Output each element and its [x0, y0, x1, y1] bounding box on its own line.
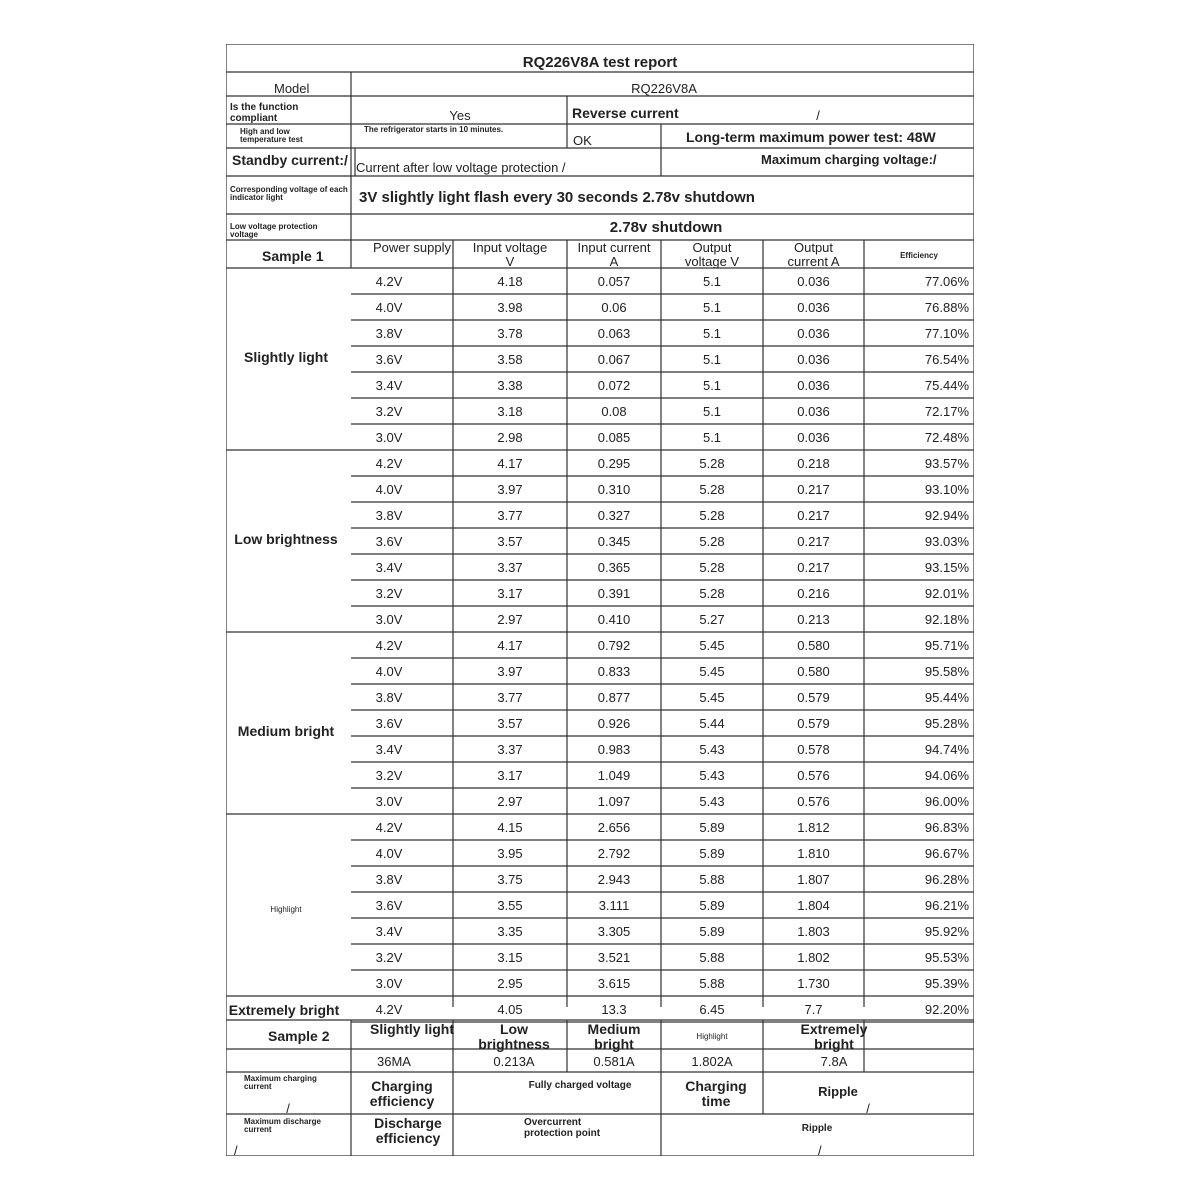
header-3: Output voltage V [684, 240, 740, 269]
cell-2-6-2: 1.097 [597, 794, 631, 809]
cell-2-5-1: 3.17 [497, 768, 523, 783]
cell-0-5-5: 72.17% [924, 404, 969, 419]
cell-3-3-1: 3.55 [497, 898, 523, 913]
cell-3-0-0: 4.2V [375, 820, 403, 835]
cell-3-5-0: 3.2V [375, 950, 403, 965]
cell-3-2-3: 5.88 [699, 872, 725, 887]
cell-1-4-5: 93.15% [924, 560, 969, 575]
cell-2-1-2: 0.833 [597, 664, 631, 679]
cell-0-2-2: 0.063 [597, 326, 631, 341]
charging-time-label: Charging time [685, 1078, 747, 1109]
cell-3-6-2: 3.615 [597, 976, 631, 991]
cell-1-5-1: 3.17 [497, 586, 523, 601]
cell-0-0-1: 4.18 [497, 274, 523, 289]
header-5: Efficiency [900, 251, 938, 260]
cell-4-0-4: 7.7 [804, 1002, 823, 1017]
max-charging-voltage: Maximum charging voltage:/ [761, 152, 937, 167]
cell-0-3-3: 5.1 [702, 352, 722, 367]
cell-1-6-2: 0.410 [597, 612, 631, 627]
cell-3-4-3: 5.89 [699, 924, 725, 939]
cell-4-0-0: 4.2V [375, 1002, 403, 1017]
cell-2-4-5: 94.74% [924, 742, 969, 757]
cell-3-3-4: 1.804 [797, 898, 830, 913]
cell-2-2-4: 0.579 [797, 690, 830, 705]
max-charging-current-label: Maximum charging current [244, 1074, 317, 1092]
long-term-power-test: Long-term maximum power test: 48W [686, 129, 936, 145]
cell-0-5-3: 5.1 [702, 404, 722, 419]
cell-0-2-5: 77.10% [924, 326, 969, 341]
cell-3-1-2: 2.792 [597, 846, 631, 861]
cell-2-6-5: 96.00% [924, 794, 969, 809]
cell-1-3-5: 93.03% [924, 534, 969, 549]
header-0: Power supply [372, 240, 452, 255]
cell-0-0-3: 5.1 [702, 274, 722, 289]
cell-3-6-0: 3.0V [375, 976, 403, 991]
sample2-header-3: Highlight [696, 1032, 728, 1041]
model-value: RQ226V8A [631, 81, 697, 96]
cell-2-0-3: 5.45 [699, 638, 725, 653]
cell-0-4-2: 0.072 [597, 378, 631, 393]
cell-1-6-1: 2.97 [497, 612, 523, 627]
cell-3-6-1: 2.95 [497, 976, 523, 991]
low-voltage-value: 2.78v shutdown [609, 219, 723, 236]
cell-0-6-5: 72.48% [924, 430, 969, 445]
cell-2-0-0: 4.2V [375, 638, 403, 653]
cell-1-6-3: 5.27 [699, 612, 725, 627]
cell-2-0-5: 95.71% [924, 638, 969, 653]
temperature-label: High and low temperature test [240, 127, 303, 145]
compliance-value: Yes [449, 108, 471, 123]
cell-1-1-0: 4.0V [375, 482, 403, 497]
cell-0-6-1: 2.98 [497, 430, 523, 445]
cell-0-0-5: 77.06% [924, 274, 969, 289]
compliance-label: Is the function compliant [230, 102, 299, 124]
cell-0-1-4: 0.036 [797, 300, 830, 315]
sample1-label: Sample 1 [262, 248, 324, 264]
cell-0-5-4: 0.036 [797, 404, 830, 419]
test-report-sheet [226, 44, 974, 1156]
cell-1-5-3: 5.28 [699, 586, 725, 601]
cell-2-1-5: 95.58% [924, 664, 969, 679]
charging-ripple-value: / [866, 1101, 870, 1116]
sample2-value-1: 0.213A [493, 1054, 535, 1069]
cell-2-2-5: 95.44% [924, 690, 969, 705]
cell-1-4-3: 5.28 [699, 560, 725, 575]
cell-2-1-3: 5.45 [699, 664, 725, 679]
cell-1-3-1: 3.57 [497, 534, 523, 549]
indicator-value: 3V slightly light flash every 30 seconds 2.78v shutdown [359, 189, 755, 206]
cell-1-4-0: 3.4V [375, 560, 403, 575]
cell-4-0-2: 13.3 [601, 1002, 627, 1017]
cell-2-4-0: 3.4V [375, 742, 403, 757]
cell-3-4-0: 3.4V [375, 924, 403, 939]
cell-3-3-0: 3.6V [375, 898, 403, 913]
cell-1-0-3: 5.28 [699, 456, 725, 471]
cell-0-4-3: 5.1 [702, 378, 722, 393]
cell-3-5-3: 5.88 [699, 950, 725, 965]
cell-2-3-2: 0.926 [597, 716, 631, 731]
temperature-result: The refrigerator starts in 10 minutes. [364, 125, 504, 134]
cell-2-5-4: 0.576 [797, 768, 830, 783]
cell-3-2-5: 96.28% [924, 872, 969, 887]
cell-1-0-1: 4.17 [497, 456, 523, 471]
max-discharge-current-label: Maximum discharge current [244, 1117, 321, 1135]
cell-2-1-4: 0.580 [797, 664, 830, 679]
cell-3-1-3: 5.89 [699, 846, 725, 861]
cell-0-6-2: 0.085 [597, 430, 631, 445]
cell-3-3-2: 3.111 [598, 898, 630, 913]
low-voltage-label: Low voltage protection voltage [230, 222, 318, 240]
cell-0-2-1: 3.78 [497, 326, 523, 341]
cell-1-3-4: 0.217 [797, 534, 830, 549]
cell-3-0-5: 96.83% [924, 820, 969, 835]
cell-3-5-2: 3.521 [597, 950, 631, 965]
cell-0-4-0: 3.4V [375, 378, 403, 393]
cell-3-5-4: 1.802 [797, 950, 830, 965]
cell-1-4-4: 0.217 [797, 560, 830, 575]
report-title: RQ226V8A test report [522, 54, 678, 71]
cell-4-0-5: 92.20% [924, 1002, 969, 1017]
cell-2-0-4: 0.580 [797, 638, 830, 653]
max-charging-current-value: / [286, 1101, 290, 1116]
discharge-slash-left: / [234, 1143, 238, 1158]
cell-2-4-1: 3.37 [497, 742, 523, 757]
cell-1-2-1: 3.77 [497, 508, 523, 523]
cell-0-3-4: 0.036 [797, 352, 830, 367]
cell-3-4-2: 3.305 [597, 924, 631, 939]
cell-3-6-5: 95.39% [924, 976, 969, 991]
cell-1-3-2: 0.345 [597, 534, 631, 549]
cell-0-4-5: 75.44% [924, 378, 969, 393]
discharge-slash-right: / [818, 1143, 822, 1158]
cell-1-2-4: 0.217 [797, 508, 830, 523]
sample2-value-4: 7.8A [820, 1054, 848, 1069]
model-label: Model [274, 81, 310, 96]
cell-1-2-3: 5.28 [699, 508, 725, 523]
cell-0-1-5: 76.88% [924, 300, 969, 315]
cell-2-3-3: 5.44 [699, 716, 725, 731]
reverse-current-label: Reverse current [572, 105, 679, 121]
low-voltage-current: Current after low voltage protection / [356, 160, 566, 175]
cell-0-1-0: 4.0V [375, 300, 403, 315]
group-label-2: Medium bright [237, 723, 335, 739]
cell-0-0-0: 4.2V [375, 274, 403, 289]
cell-0-5-1: 3.18 [497, 404, 523, 419]
cell-3-0-1: 4.15 [497, 820, 523, 835]
cell-0-5-2: 0.08 [601, 404, 627, 419]
header-1: Input voltage V [472, 240, 548, 269]
cell-2-5-2: 1.049 [597, 768, 631, 783]
overcurrent-label: Overcurrent protection point [524, 1117, 601, 1139]
sample2-label: Sample 2 [268, 1028, 330, 1044]
cell-2-6-0: 3.0V [375, 794, 403, 809]
cell-2-2-0: 3.8V [375, 690, 403, 705]
cell-0-6-0: 3.0V [375, 430, 403, 445]
cell-1-4-1: 3.37 [497, 560, 523, 575]
cell-2-0-1: 4.17 [497, 638, 523, 653]
fully-charged-voltage-label: Fully charged voltage [528, 1080, 632, 1091]
cell-0-2-4: 0.036 [797, 326, 830, 341]
cell-0-3-0: 3.6V [375, 352, 403, 367]
reverse-current-value: / [816, 108, 820, 123]
cell-2-5-0: 3.2V [375, 768, 403, 783]
cell-1-2-2: 0.327 [597, 508, 631, 523]
cell-3-1-0: 4.0V [375, 846, 403, 861]
cell-2-5-5: 94.06% [924, 768, 969, 783]
sample2-header-0: Slightly light [370, 1021, 454, 1037]
cell-2-3-1: 3.57 [497, 716, 523, 731]
cell-2-1-1: 3.97 [497, 664, 523, 679]
cell-4-0-1: 4.05 [497, 1002, 523, 1017]
cell-0-1-1: 3.98 [497, 300, 523, 315]
cell-3-3-5: 96.21% [924, 898, 969, 913]
cell-1-2-5: 92.94% [924, 508, 969, 523]
cell-1-3-0: 3.6V [375, 534, 403, 549]
discharge-ripple-label: Ripple [801, 1123, 833, 1134]
cell-2-2-3: 5.45 [699, 690, 725, 705]
sample2-value-3: 1.802A [691, 1054, 733, 1069]
sample2-header-4: Extremely bright [800, 1021, 868, 1052]
cell-0-0-4: 0.036 [797, 274, 830, 289]
cell-1-5-5: 92.01% [924, 586, 969, 601]
cell-2-0-2: 0.792 [597, 638, 631, 653]
cell-3-1-5: 96.67% [924, 846, 969, 861]
sample2-header-1: Low brightness [478, 1021, 550, 1052]
cell-3-1-1: 3.95 [497, 846, 523, 861]
cell-1-5-2: 0.391 [597, 586, 631, 601]
cell-3-0-2: 2.656 [597, 820, 631, 835]
cell-3-4-5: 95.92% [924, 924, 969, 939]
cell-0-6-3: 5.1 [702, 430, 722, 445]
cell-3-2-1: 3.75 [497, 872, 523, 887]
discharge-efficiency-label: Discharge efficiency [374, 1115, 442, 1146]
cell-0-0-2: 0.057 [597, 274, 631, 289]
temperature-ok: OK [573, 133, 592, 148]
cell-3-1-4: 1.810 [797, 846, 830, 861]
cell-0-4-1: 3.38 [497, 378, 523, 393]
cell-1-3-3: 5.28 [699, 534, 725, 549]
cell-1-4-2: 0.365 [597, 560, 631, 575]
cell-3-2-4: 1.807 [797, 872, 830, 887]
group-label-1: Low brightness [234, 531, 338, 547]
cell-1-5-0: 3.2V [375, 586, 403, 601]
cell-0-6-4: 0.036 [797, 430, 830, 445]
standby-current-label: Standby current:/ [232, 152, 348, 168]
sample2-header-2: Medium bright [587, 1021, 641, 1052]
cell-2-4-2: 0.983 [597, 742, 631, 757]
cell-3-0-3: 5.89 [699, 820, 725, 835]
cell-1-1-3: 5.28 [699, 482, 725, 497]
cell-0-1-2: 0.06 [601, 300, 627, 315]
header-2: Input current A [577, 240, 651, 269]
cell-2-5-3: 5.43 [699, 768, 725, 783]
header-4: Output current A [787, 240, 840, 269]
cell-1-0-4: 0.218 [797, 456, 830, 471]
cell-2-2-1: 3.77 [497, 690, 523, 705]
cell-0-2-0: 3.8V [375, 326, 403, 341]
cell-3-0-4: 1.812 [797, 820, 830, 835]
cell-3-4-1: 3.35 [497, 924, 523, 939]
group-label-3: Highlight [270, 905, 302, 914]
cell-3-3-3: 5.89 [699, 898, 725, 913]
cell-2-6-1: 2.97 [497, 794, 523, 809]
sample2-value-2: 0.581A [593, 1054, 635, 1069]
cell-1-6-0: 3.0V [375, 612, 403, 627]
cell-3-6-4: 1.730 [797, 976, 830, 991]
cell-1-0-0: 4.2V [375, 456, 403, 471]
cell-1-6-5: 92.18% [924, 612, 969, 627]
cell-0-1-3: 5.1 [702, 300, 722, 315]
sample2-value-0: 36MA [377, 1054, 411, 1069]
cell-2-3-0: 3.6V [375, 716, 403, 731]
cell-1-2-0: 3.8V [375, 508, 403, 523]
indicator-label: Corresponding voltage of each indicator light [230, 185, 348, 203]
cell-2-3-4: 0.579 [797, 716, 830, 731]
cell-0-4-4: 0.036 [797, 378, 830, 393]
cell-1-0-2: 0.295 [597, 456, 631, 471]
cell-1-6-4: 0.213 [797, 612, 830, 627]
cell-3-2-0: 3.8V [375, 872, 403, 887]
cell-0-3-1: 3.58 [497, 352, 523, 367]
cell-0-5-0: 3.2V [375, 404, 403, 419]
cell-0-3-5: 76.54% [924, 352, 969, 367]
cell-1-1-5: 93.10% [924, 482, 969, 497]
cell-2-4-3: 5.43 [699, 742, 725, 757]
cell-2-1-0: 4.0V [375, 664, 403, 679]
charging-efficiency-label: Charging efficiency [369, 1078, 435, 1109]
cell-3-6-3: 5.88 [699, 976, 725, 991]
cell-4-0-3: 6.45 [699, 1002, 725, 1017]
cell-3-2-2: 2.943 [597, 872, 631, 887]
cell-2-4-4: 0.578 [797, 742, 830, 757]
group-label-0: Slightly light [244, 349, 328, 365]
charging-ripple-label: Ripple [818, 1084, 858, 1099]
cell-0-2-3: 5.1 [702, 326, 722, 341]
cell-1-1-1: 3.97 [497, 482, 523, 497]
cell-1-1-2: 0.310 [597, 482, 631, 497]
cell-3-5-5: 95.53% [924, 950, 969, 965]
group-label-4: Extremely bright [228, 1002, 340, 1018]
cell-2-6-3: 5.43 [699, 794, 725, 809]
cell-0-3-2: 0.067 [597, 352, 631, 367]
cell-3-4-4: 1.803 [797, 924, 830, 939]
cell-1-5-4: 0.216 [797, 586, 830, 601]
cell-1-1-4: 0.217 [797, 482, 830, 497]
cell-2-2-2: 0.877 [597, 690, 631, 705]
cell-2-3-5: 95.28% [924, 716, 969, 731]
cell-2-6-4: 0.576 [797, 794, 830, 809]
cell-1-0-5: 93.57% [924, 456, 969, 471]
cell-3-5-1: 3.15 [497, 950, 523, 965]
